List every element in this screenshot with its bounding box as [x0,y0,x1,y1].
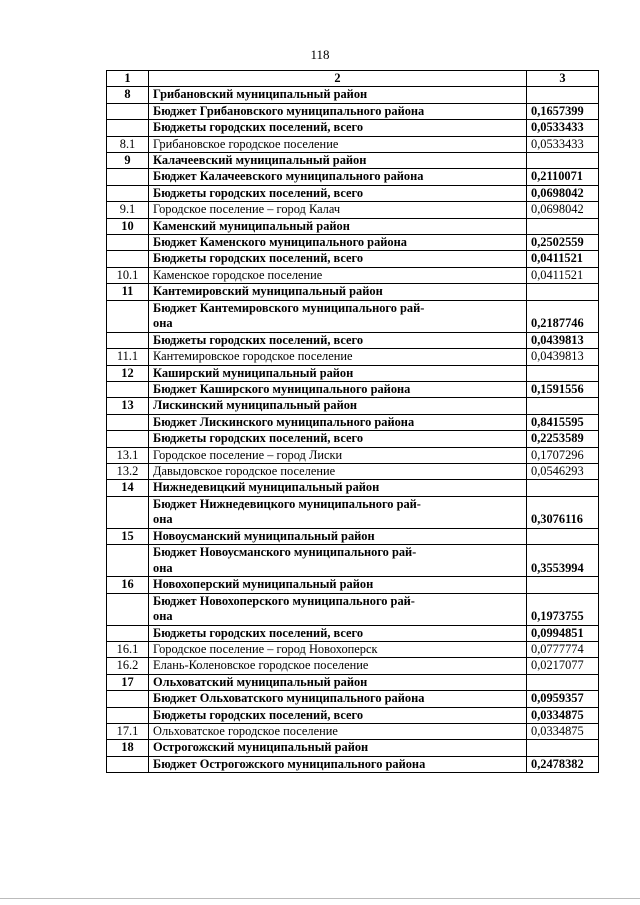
row-name-cell: Острогожский муниципальный район [149,740,527,756]
row-number-cell: 13 [107,398,149,414]
table-row [107,463,599,479]
row-number-cell: 10.1 [107,267,149,283]
row-value-cell [527,153,599,169]
row-number-cell: 16.2 [107,658,149,674]
row-name-cell: Каширский муниципальный район [149,365,527,381]
row-name-cell [149,545,527,577]
row-name-line-2: она [153,316,173,331]
row-number-cell: 18 [107,740,149,756]
table-body [107,71,599,773]
table-row [107,136,599,152]
row-name-cell: Городское поселение – город Лиски [149,447,527,463]
row-number-cell [107,414,149,430]
row-value-cell [527,740,599,756]
row-number-cell [107,625,149,641]
row-name-cell: Кантемировский муниципальный район [149,284,527,300]
row-name-cell: Елань-Коленовское городское поселение [149,658,527,674]
row-name-cell: Бюджет Грибановского муниципального района [149,103,527,119]
row-name-cell: Кантемировское городское поселение [149,349,527,365]
row-name-cell: Грибановское городское поселение [149,136,527,152]
table-row [107,267,599,283]
row-number-cell [107,235,149,251]
row-value-cell: 0,0959357 [527,691,599,707]
row-value-cell: 0,0334875 [527,707,599,723]
table-row [107,251,599,267]
header-col-3: 3 [527,71,599,87]
row-name-line-2: она [153,560,173,575]
row-value-cell: 0,0217077 [527,658,599,674]
row-value-cell: 0,0411521 [527,267,599,283]
row-value-cell [527,87,599,103]
row-number-cell [107,251,149,267]
table-row [107,398,599,414]
row-value-cell: 0,2187746 [527,300,599,332]
row-name-cell: Бюджеты городских поселений, всего [149,120,527,136]
row-value-cell [527,480,599,496]
row-value-cell: 0,2502559 [527,235,599,251]
row-number-cell [107,431,149,447]
table-row [107,349,599,365]
row-name-cell: Каменский муниципальный район [149,218,527,234]
table-row [107,756,599,772]
row-value-cell: 0,0533433 [527,136,599,152]
row-name-line-1: Бюджет Новоусманского муниципального рай- [153,545,417,560]
table-header-row [107,71,599,87]
row-number-cell [107,103,149,119]
row-value-cell: 0,0994851 [527,625,599,641]
table-row [107,300,599,332]
table-row [107,740,599,756]
row-value-cell: 0,0334875 [527,724,599,740]
row-value-cell [527,365,599,381]
table-row [107,674,599,690]
table-row [107,120,599,136]
row-number-cell [107,496,149,528]
row-value-cell [527,284,599,300]
table-row [107,365,599,381]
row-number-cell [107,756,149,772]
row-name-cell: Городское поселение – город Новохоперск [149,641,527,657]
row-name-line-1: Бюджет Нижнедевицкого муниципального рай- [153,496,421,511]
row-value-cell: 0,1973755 [527,593,599,625]
row-value-cell: 0,2110071 [527,169,599,185]
table-row [107,545,599,577]
row-value-cell [527,674,599,690]
table-row [107,691,599,707]
row-name-cell: Бюджеты городских поселений, всего [149,707,527,723]
row-name-cell: Давыдовское городское поселение [149,463,527,479]
table-row [107,218,599,234]
page-number: 118 [310,47,330,62]
table-row [107,577,599,593]
row-value-cell: 0,1591556 [527,381,599,397]
row-name-cell: Лискинский муниципальный район [149,398,527,414]
table-row [107,625,599,641]
row-value-cell: 0,1707296 [527,447,599,463]
row-value-cell: 0,0411521 [527,251,599,267]
table-row [107,169,599,185]
table-row [107,431,599,447]
row-number-cell: 15 [107,528,149,544]
row-number-cell [107,381,149,397]
row-name-cell [149,496,527,528]
table-row [107,480,599,496]
row-number-cell [107,120,149,136]
row-number-cell: 17.1 [107,724,149,740]
table-row [107,447,599,463]
table-row [107,528,599,544]
row-name-cell: Новоусманский муниципальный район [149,528,527,544]
table-row [107,496,599,528]
row-value-cell: 0,3553994 [527,545,599,577]
row-value-cell: 0,0698042 [527,185,599,201]
row-number-cell [107,185,149,201]
row-value-cell: 0,0533433 [527,120,599,136]
row-name-cell: Бюджет Каширского муниципального района [149,381,527,397]
header-col-2: 2 [149,71,527,87]
row-number-cell [107,691,149,707]
table-row [107,658,599,674]
table-row [107,284,599,300]
row-number-cell: 11.1 [107,349,149,365]
row-name-cell: Калачеевский муниципальный район [149,153,527,169]
row-number-cell: 14 [107,480,149,496]
row-name-cell: Бюджеты городских поселений, всего [149,625,527,641]
row-value-cell [527,398,599,414]
row-number-cell [107,545,149,577]
row-name-cell: Каменское городское поселение [149,267,527,283]
row-value-cell: 0,2253589 [527,431,599,447]
row-name-cell [149,593,527,625]
row-number-cell [107,169,149,185]
row-number-cell: 8 [107,87,149,103]
table-row [107,235,599,251]
row-value-cell [527,218,599,234]
row-number-cell: 9 [107,153,149,169]
row-number-cell: 9.1 [107,202,149,218]
row-name-cell: Ольховатский муниципальный район [149,674,527,690]
row-value-cell: 0,3076116 [527,496,599,528]
row-number-cell: 16.1 [107,641,149,657]
row-name-cell: Бюджеты городских поселений, всего [149,251,527,267]
row-name-line-1: Бюджет Кантемировского муниципального рай- [153,300,425,315]
row-value-cell: 0,0439813 [527,349,599,365]
row-name-cell: Бюджеты городских поселений, всего [149,332,527,348]
row-name-cell: Бюджет Каменского муниципального района [149,235,527,251]
table-row [107,724,599,740]
row-name-cell: Бюджет Острогожского муниципального района [149,756,527,772]
table-row [107,414,599,430]
row-number-cell: 10 [107,218,149,234]
page-bottom-rule [0,898,640,899]
row-name-cell: Бюджет Ольховатского муниципального района [149,691,527,707]
row-value-cell: 0,0777774 [527,641,599,657]
row-name-cell: Новохоперский муниципальный район [149,577,527,593]
row-number-cell: 12 [107,365,149,381]
table-row [107,87,599,103]
row-name-cell: Бюджеты городских поселений, всего [149,431,527,447]
table-row [107,707,599,723]
row-name-cell: Нижнедевицкий муниципальный район [149,480,527,496]
row-name-line-1: Бюджет Новохоперского муниципального рай- [153,593,415,608]
row-name-cell: Ольховатское городское поселение [149,724,527,740]
row-number-cell [107,593,149,625]
budget-distribution-table [106,70,599,773]
table-row [107,332,599,348]
row-number-cell [107,332,149,348]
table-row [107,103,599,119]
table-row [107,381,599,397]
row-number-cell [107,300,149,332]
row-name-cell: Грибановский муниципальный район [149,87,527,103]
row-number-cell: 16 [107,577,149,593]
row-name-cell: Городское поселение – город Калач [149,202,527,218]
table-row [107,641,599,657]
row-number-cell [107,707,149,723]
row-name-cell: Бюджет Лискинского муниципального района [149,414,527,430]
row-name-cell: Бюджет Калачеевского муниципального района [149,169,527,185]
row-value-cell: 0,2478382 [527,756,599,772]
header-col-1: 1 [107,71,149,87]
row-value-cell: 0,0698042 [527,202,599,218]
row-value-cell: 0,8415595 [527,414,599,430]
table-row [107,185,599,201]
row-value-cell: 0,0546293 [527,463,599,479]
row-name-line-2: она [153,512,173,527]
row-value-cell [527,577,599,593]
row-name-line-2: она [153,609,173,624]
row-number-cell: 8.1 [107,136,149,152]
row-number-cell: 13.2 [107,463,149,479]
row-number-cell: 17 [107,674,149,690]
row-name-cell [149,300,527,332]
row-value-cell: 0,0439813 [527,332,599,348]
row-value-cell [527,528,599,544]
row-value-cell: 0,1657399 [527,103,599,119]
row-number-cell: 13.1 [107,447,149,463]
table-row [107,593,599,625]
row-number-cell: 11 [107,284,149,300]
row-name-cell: Бюджеты городских поселений, всего [149,185,527,201]
table-row [107,153,599,169]
table-row [107,202,599,218]
